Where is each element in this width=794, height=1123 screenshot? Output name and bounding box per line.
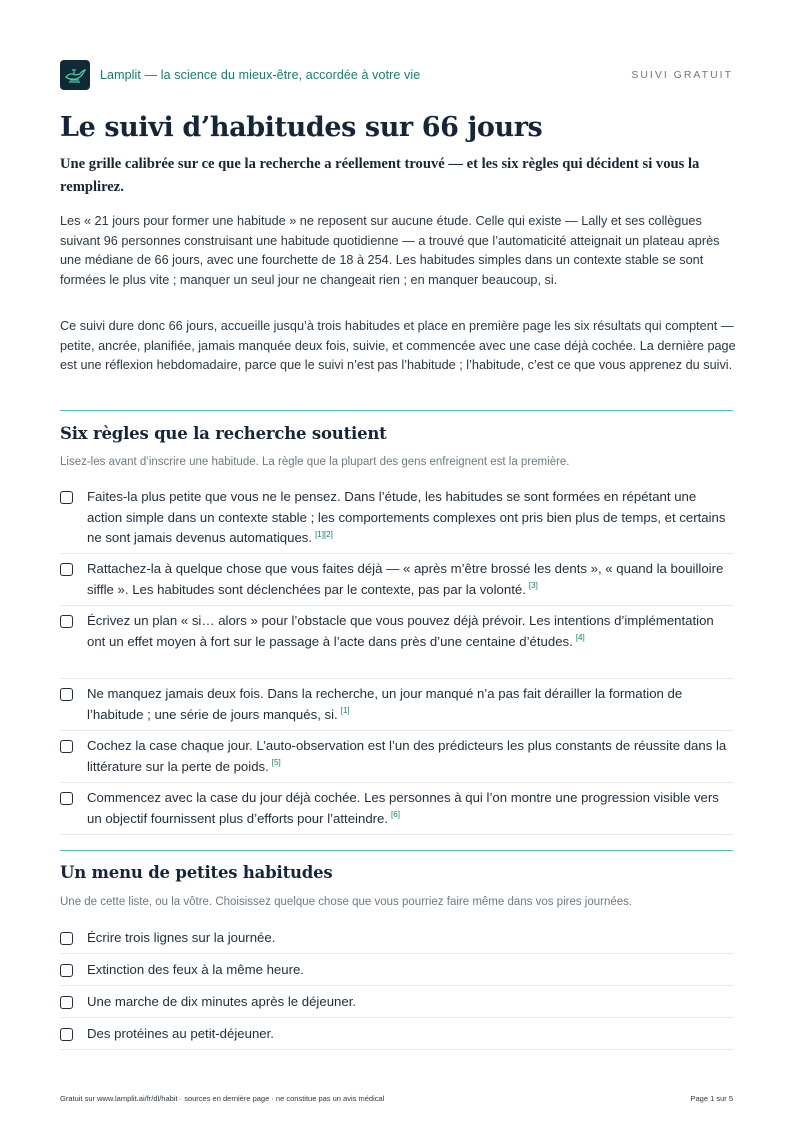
list-item	[60, 986, 733, 1018]
habit-option: Écrire trois lignes sur la journée.	[87, 930, 276, 945]
rules-heading: Six règles que la recherche soutient	[60, 424, 387, 443]
citation-ref: [3]	[528, 581, 538, 591]
header	[60, 60, 733, 92]
page-number: Page 1 sur 5	[690, 1094, 733, 1103]
checkbox[interactable]	[60, 1028, 73, 1041]
list-item	[60, 679, 733, 731]
habit-option: Des protéines au petit-déjeuner.	[87, 1026, 274, 1041]
habit-option: Une marche de dix minutes après le déjeuner.	[87, 994, 357, 1009]
page-subtitle: Une grille calibrée sur ce que la recherche a réellement trouvé — et les six règles qui décident si vous la remplirez.	[60, 156, 700, 195]
checkbox[interactable]	[60, 688, 73, 701]
checkbox[interactable]	[60, 615, 73, 628]
citation-ref: [1]	[340, 706, 350, 716]
citation-ref: [4]	[575, 633, 585, 643]
list-item	[60, 783, 733, 835]
list-item	[60, 554, 733, 606]
checkbox[interactable]	[60, 792, 73, 805]
brand-tagline: Lamplit — la science du mieux-être, accordée à votre vie	[100, 68, 421, 82]
rules-hint: Lisez-les avant d’inscrire une habitude. La règle que la plupart des gens enfreignent est la première.	[60, 456, 570, 468]
intro-paragraph: Ce suivi dure donc 66 jours, accueille jusqu’à trois habitudes et place en première page les six résultats qui comptent — petite, ancrée, planifiée, jamais manquée deux fois, suivie, et commencée avec une case déjà cochée. La dernière page est une réflexion hebdomadaire, parce que le suivi n’est pas l’habitude ; l’habitude, c’est ce que vous apprenez du suivi.	[60, 319, 736, 372]
list-item	[60, 731, 733, 783]
list-item	[60, 1018, 733, 1050]
citation-ref: [5]	[271, 758, 281, 768]
section-divider	[60, 410, 733, 411]
section-divider	[60, 850, 733, 851]
checkbox[interactable]	[60, 932, 73, 945]
checkbox[interactable]	[60, 563, 73, 576]
rule-text: Écrivez un plan « si… alors » pour l’obstacle que vous pouvez déjà prévoir. Les intentions d’implémentation ont un effet moyen à fort sur le passage à l’acte dans près d’une centaine d’études.	[87, 613, 714, 649]
checkbox[interactable]	[60, 740, 73, 753]
list-item	[60, 954, 733, 986]
rule-text: Ne manquez jamais deux fois. Dans la recherche, un jour manqué n’a pas fait dérailler la formation de l’habitude ; une série de jours manqués, si.	[87, 686, 683, 722]
intro-paragraph: Les « 21 jours pour former une habitude » ne reposent sur aucune étude. Celle qui existe — Lally et ses collègues suivant 96 personnes construisant une habitude quotidienne — a trouvé que l’automaticité atteignait un plateau après une médiane de 66 jours, avec une fourchette de 18 à 254. Les habitudes simples dans un contexte stable se sont formées le plus vite ; manquer un seul jour ne changeait rien ; en manquer beaucoup, si.	[60, 214, 720, 287]
rule-text: Rattachez-la à quelque chose que vous faites déjà — « après m’être brossé les dents », « quand la bouilloire siffle ». Les habitudes sont déclenchées par le contexte, pas par la volonté.	[87, 561, 724, 597]
menu-heading: Un menu de petites habitudes	[60, 863, 333, 882]
checkbox[interactable]	[60, 996, 73, 1009]
lamp-icon	[60, 60, 90, 90]
citation-ref: [1][2]	[315, 529, 333, 539]
rules-list	[60, 482, 733, 835]
checkbox[interactable]	[60, 964, 73, 977]
page-title: Le suivi d’habitudes sur 66 jours	[60, 112, 543, 143]
rule-text: Cochez la case chaque jour. L’auto-observation est l’un des prédicteurs les plus constants de réussite dans la littérature sur la perte de poids.	[87, 738, 727, 774]
footer-note: Gratuit sur www.lamplit.ai/fr/dl/habit · sources en dernière page · ne constitue pas un avis médical	[60, 1094, 385, 1103]
rule-text: Commencez avec la case du jour déjà cochée. Les personnes à qui l’on montre une progression visible vers un objectif fournissent plus d’efforts pour l’atteindre.	[87, 790, 719, 826]
checkbox[interactable]	[60, 491, 73, 504]
list-item	[60, 606, 733, 679]
rule-text: Faites-la plus petite que vous ne le pensez. Dans l’étude, les habitudes se sont formées en répétant une action simple dans un contexte stable ; les comportements complexes ont pris bien plus de temps, et certains ne sont jamais devenus automatiques.	[87, 489, 726, 545]
list-item	[60, 482, 733, 554]
citation-ref: [6]	[391, 810, 400, 820]
free-tracker-tag: SUIVI GRATUIT	[631, 69, 733, 81]
menu-hint: Une de cette liste, ou la vôtre. Choisissez quelque chose que vous pourriez faire même dans vos pires journées.	[60, 896, 633, 908]
habit-option: Extinction des feux à la même heure.	[87, 962, 304, 977]
list-item	[60, 922, 733, 954]
habit-menu-list	[60, 922, 733, 1050]
